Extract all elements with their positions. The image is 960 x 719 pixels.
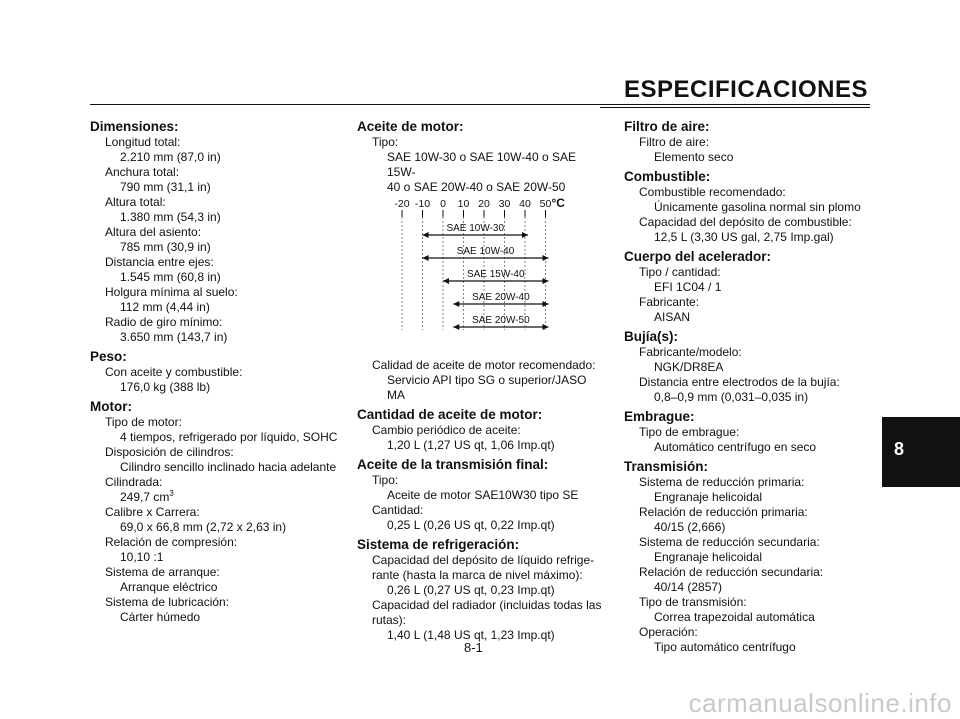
spec-value: SAE 10W-30 o SAE 10W-40 o SAE 15W-: [387, 150, 576, 179]
section-heading: Aceite de la transmisión final:: [357, 457, 549, 472]
spec-value: Servicio API tipo SG o superior/JASO MA: [387, 373, 587, 402]
spec-label: Tipo de transmisión:: [639, 595, 747, 609]
spec-label: Disposición de cilindros:: [105, 445, 234, 459]
spec-label: rutas):: [372, 613, 407, 627]
spec-value: 0,8–0,9 mm (0,031–0,035 in): [654, 390, 809, 404]
spec-value: Engranaje helicoidal: [654, 490, 763, 504]
spec-value: 10,10 :1: [120, 550, 164, 564]
grade-label: SAE 15W-40: [466, 269, 525, 280]
spec-value: Automático centrífugo en seco: [654, 440, 817, 454]
spec-label: Relación de reducción secundaria:: [639, 565, 824, 579]
spec-label: Longitud total:: [105, 135, 181, 149]
chapter-tab: [882, 417, 960, 487]
section-heading: Cuerpo del acelerador:: [624, 249, 772, 264]
spec-label: rante (hasta la marca de nivel máximo):: [372, 568, 583, 582]
spec-value: 1.380 mm (54,3 in): [120, 210, 221, 224]
spec-value: Correa trapezoidal automática: [654, 610, 815, 624]
spec-column-1: [90, 118, 340, 625]
spec-column-3: [624, 118, 874, 655]
grade-label: SAE 10W-40: [456, 246, 515, 257]
chapter-tab-number: 8: [894, 439, 905, 459]
section-heading: Bujía(s):: [624, 329, 678, 344]
tick-label: 0: [440, 198, 446, 210]
spec-label: Calidad de aceite de motor recomendado:: [372, 358, 596, 372]
spec-value: 1.545 mm (60,8 in): [120, 270, 221, 284]
section-heading: Combustible:: [624, 169, 711, 184]
spec-value: 0,26 L (0,27 US qt, 0,23 Imp.qt): [387, 583, 555, 597]
spec-value: 40/14 (2857): [654, 580, 723, 594]
grade-label: SAE 10W-30: [446, 223, 505, 234]
spec-label: Sistema de reducción secundaria:: [639, 535, 820, 549]
spec-label: Tipo:: [372, 135, 399, 149]
spec-value: 2.210 mm (87,0 in): [120, 150, 221, 164]
spec-label: Radio de giro mínimo:: [105, 315, 223, 329]
tick-label: 50: [539, 198, 552, 210]
section-heading: Embrague:: [624, 409, 695, 424]
spec-label: Sistema de lubricación:: [105, 595, 230, 609]
section-heading: Filtro de aire:: [624, 119, 710, 134]
spec-label: Fabricante:: [639, 295, 700, 309]
spec-value: 1,40 L (1,48 US qt, 1,23 Imp.qt): [387, 628, 555, 642]
spec-value: AISAN: [654, 310, 691, 324]
spec-label: Altura del asiento:: [105, 225, 202, 239]
spec-label: Con aceite y combustible:: [105, 365, 243, 379]
spec-label: Tipo de embrague:: [639, 425, 740, 439]
spec-value: 176,0 kg (388 lb): [120, 380, 211, 394]
oil-viscosity-chart: [390, 195, 580, 345]
spec-label: Sistema de reducción primaria:: [639, 475, 805, 489]
arrow-left: [423, 255, 429, 261]
spec-value: NGK/DR8EA: [654, 360, 724, 374]
tick-label: 20: [478, 198, 490, 210]
spec-label: Operación:: [639, 625, 698, 639]
spec-label: Capacidad del depósito de combustible:: [639, 215, 852, 229]
section-heading: Motor:: [90, 399, 132, 414]
grade-label: SAE 20W-40: [472, 292, 530, 303]
spec-value: 12,5 L (3,30 US gal, 2,75 Imp.gal): [654, 230, 834, 244]
spec-value: Únicamente gasolina normal sin plomo: [654, 200, 861, 214]
spec-value: 249,7 $cm^3$: [120, 489, 174, 504]
spec-label: Tipo de motor:: [105, 415, 182, 429]
spec-value: 69,0 x 66,8 mm (2,72 x 2,63 in): [120, 520, 287, 534]
spec-label: Cilindrada:: [105, 475, 163, 489]
tick-label: -10: [414, 198, 431, 210]
spec-label: Calibre x Carrera:: [105, 505, 200, 519]
arrow-left: [453, 301, 459, 307]
tick-label: -20: [394, 198, 410, 210]
arrow-left: [423, 232, 429, 238]
unit-label: °C: [551, 196, 565, 210]
spec-value: 1,20 L (1,27 US qt, 1,06 Imp.qt): [387, 438, 555, 452]
spec-label: Capacidad del depósito de líquido refrige-: [372, 553, 595, 567]
spec-column-2-top: [357, 118, 607, 195]
spec-label: Cantidad:: [372, 503, 424, 517]
spec-value: 112 mm (4,44 in): [120, 300, 210, 314]
spec-label: Tipo / cantidad:: [639, 265, 721, 279]
superscript: 3: [169, 489, 174, 498]
spec-label: Distancia entre electrodos de la bujía:: [639, 375, 840, 389]
grade-label: SAE 20W-50: [472, 315, 530, 326]
section-heading: Cantidad de aceite de motor:: [357, 407, 543, 422]
arrow-right: [543, 255, 549, 261]
spec-value: Elemento seco: [654, 150, 734, 164]
page-title: ESPECIFICACIONES: [623, 76, 868, 103]
section-heading: Peso:: [90, 349, 127, 364]
arrow-left: [453, 324, 459, 330]
spec-value: 790 mm (31,1 in): [120, 180, 211, 194]
spec-label: Holgura mínima al suelo:: [105, 285, 238, 299]
section-heading: Dimensiones:: [90, 119, 179, 134]
spec-label: Sistema de arranque:: [105, 565, 220, 579]
spec-value: Arranque eléctrico: [120, 580, 218, 594]
section-heading: Transmisión:: [624, 459, 709, 474]
watermark: carmanualsonline.info: [688, 688, 952, 718]
spec-label: Cambio periódico de aceite:: [372, 423, 521, 437]
spec-value: Engranaje helicoidal: [654, 550, 763, 564]
section-heading: Sistema de refrigeración:: [357, 537, 520, 552]
spec-value: 785 mm (30,9 in): [120, 240, 211, 254]
spec-value: 4 tiempos, refrigerado por líquido, SOHC: [120, 430, 338, 444]
spec-value: 40/15 (2,666): [654, 520, 726, 534]
spec-value: Aceite de motor SAE10W30 tipo SE: [387, 488, 579, 502]
tick-label: 10: [457, 198, 470, 210]
spec-value: 0,25 L (0,26 US qt, 0,22 Imp.qt): [387, 518, 555, 532]
spec-label: Relación de reducción primaria:: [639, 505, 808, 519]
page-number: 8-1: [464, 640, 483, 655]
section-heading: Aceite de motor:: [357, 119, 464, 134]
spec-column-2-bottom: [357, 358, 607, 643]
spec-value: EFI 1C04 / 1: [654, 280, 722, 294]
tick-label: 30: [498, 198, 511, 210]
spec-value: 3.650 mm (143,7 in): [120, 330, 228, 344]
header-rule: [90, 104, 870, 105]
spec-value: Tipo automático centrífugo: [654, 640, 796, 654]
spec-label: Anchura total:: [105, 165, 180, 179]
spec-label: Capacidad del radiador (incluidas todas las: [372, 598, 602, 612]
tick-label: 40: [519, 198, 531, 210]
spec-label: Altura total:: [105, 195, 166, 209]
spec-label: Distancia entre ejes:: [105, 255, 214, 269]
spec-label: Filtro de aire:: [639, 135, 710, 149]
spec-value: Cárter húmedo: [120, 610, 201, 624]
arrow-left: [443, 278, 449, 284]
spec-label: Combustible recomendado:: [639, 185, 786, 199]
spec-value: 40 o SAE 20W-40 o SAE 20W-50: [387, 180, 566, 194]
spec-label: Relación de compresión:: [105, 535, 238, 549]
spec-value: Cilindro sencillo inclinado hacia adelante: [120, 460, 337, 474]
spec-label: Fabricante/modelo:: [639, 345, 742, 359]
spec-label: Tipo:: [372, 473, 399, 487]
header-rule-secondary: [600, 107, 870, 108]
